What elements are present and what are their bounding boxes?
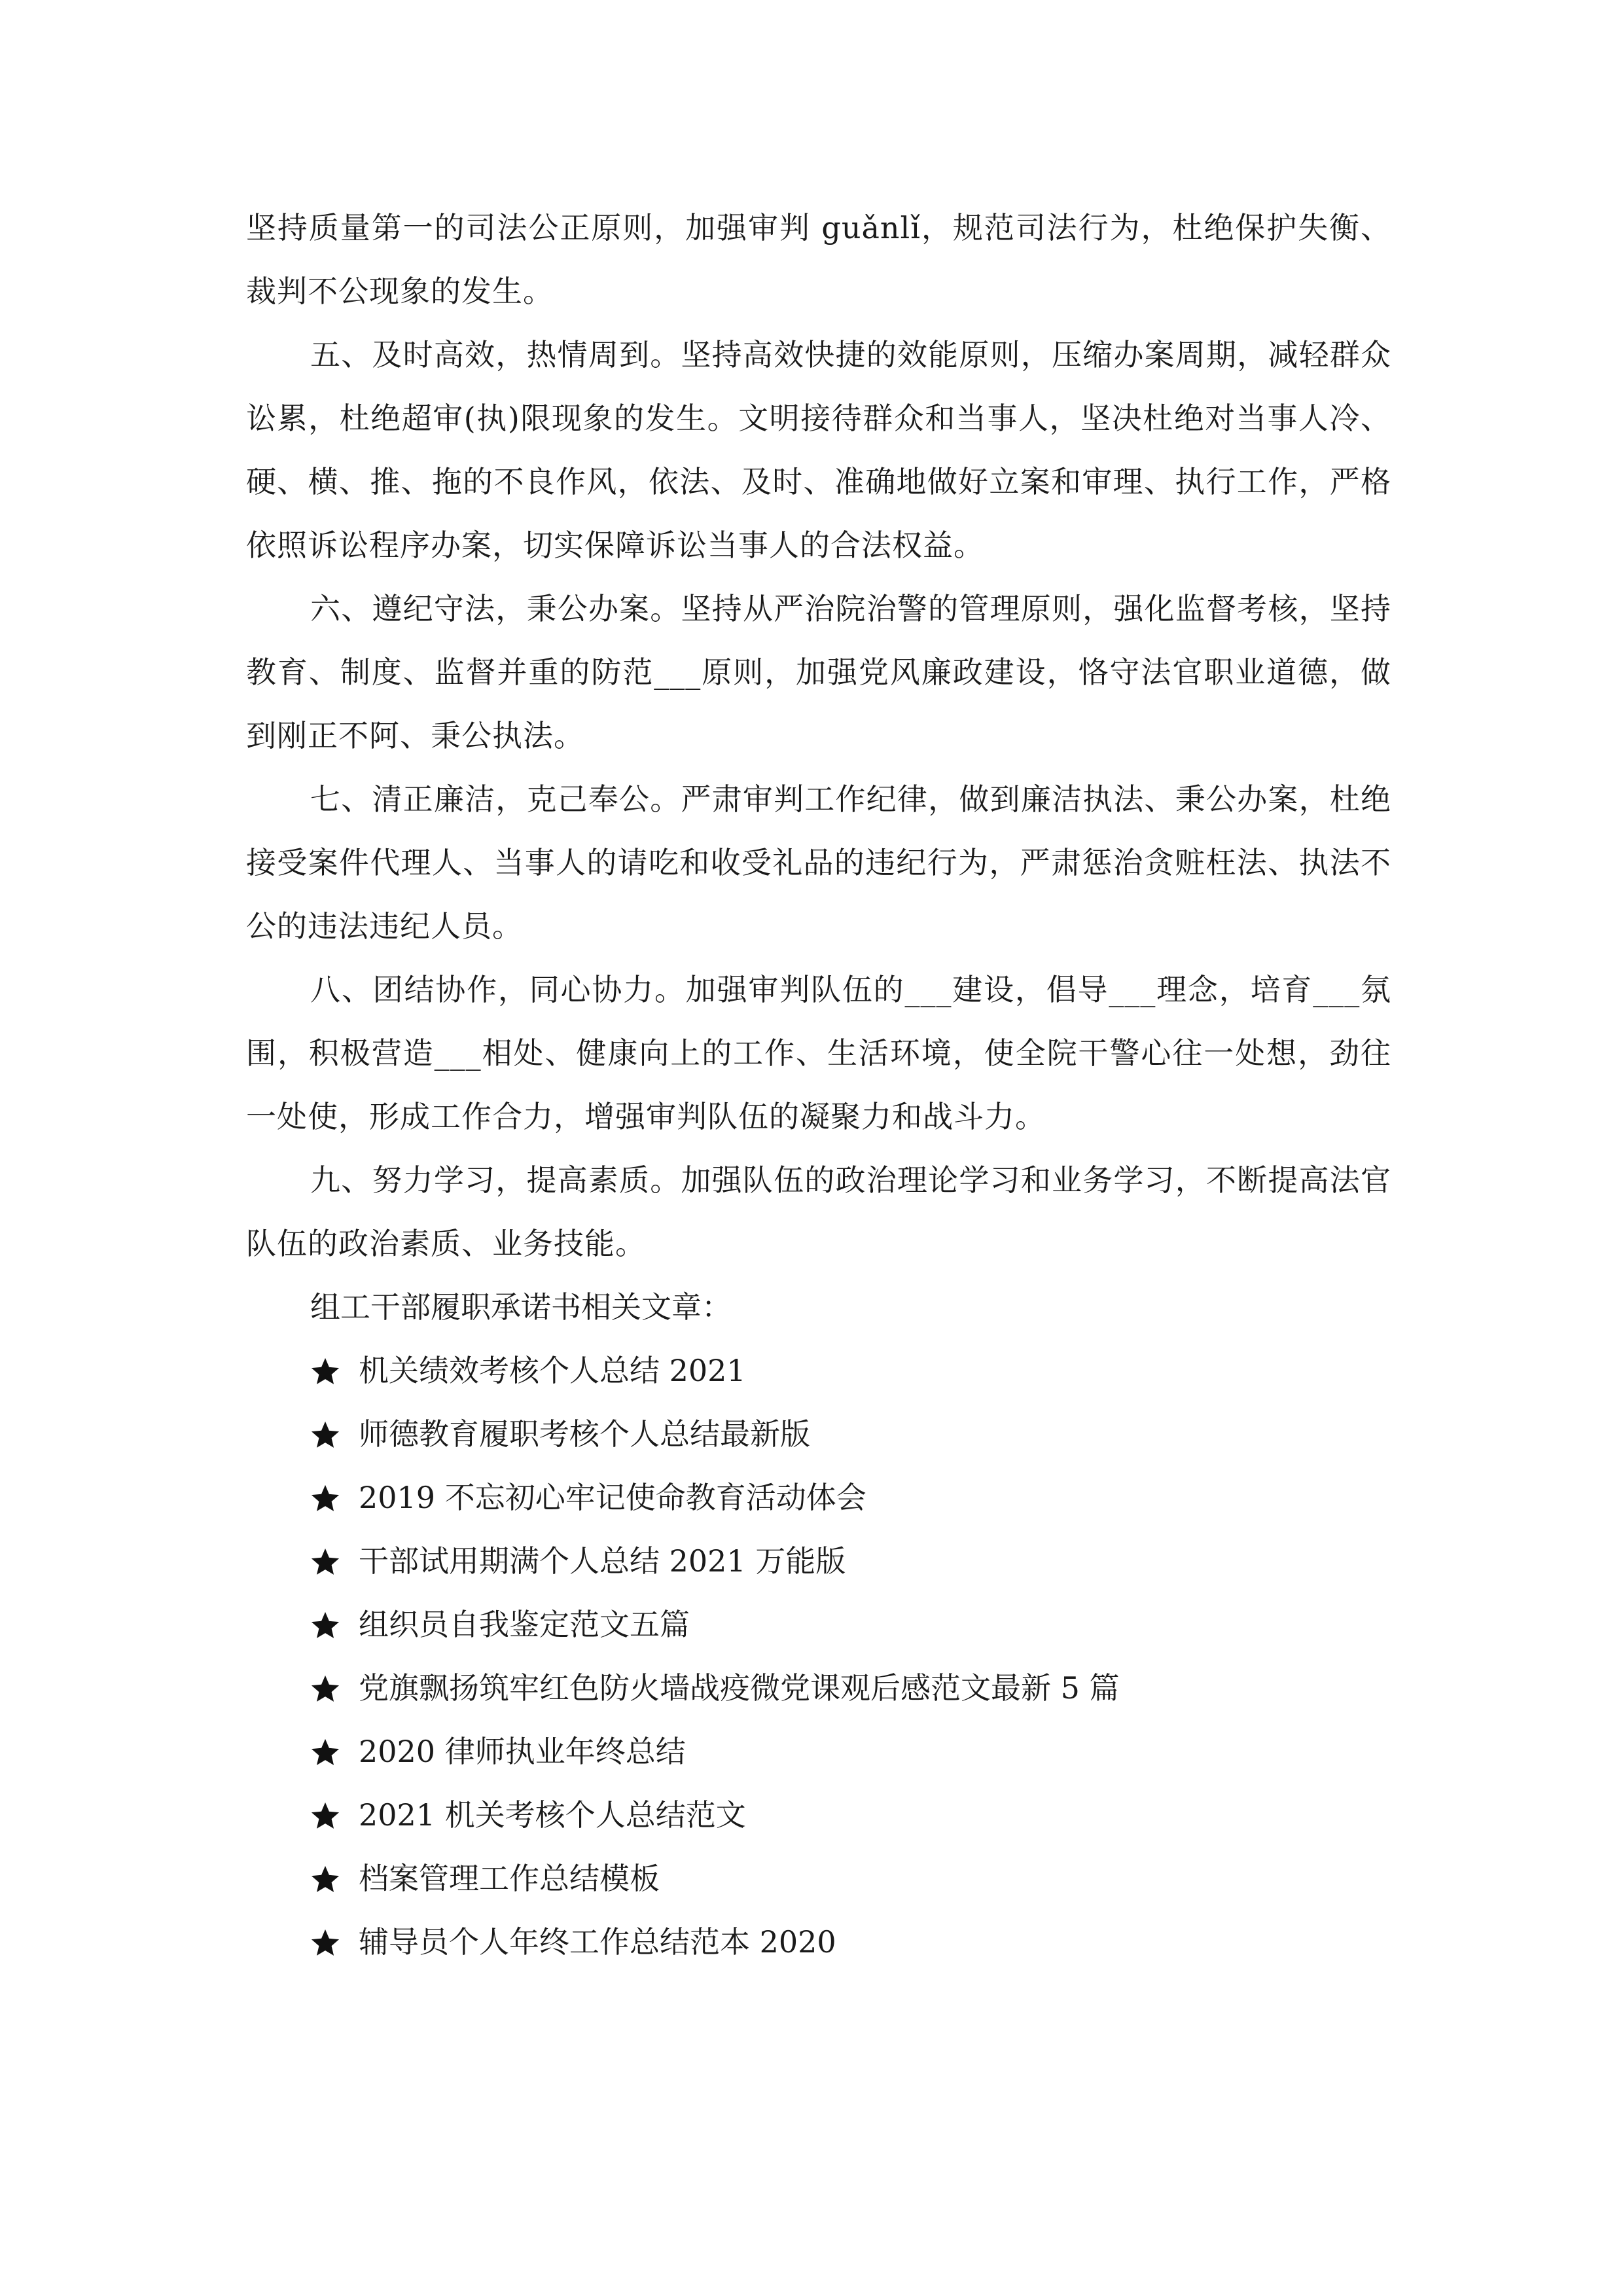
related-article-link[interactable]: 2021 机关考核个人总结范文	[359, 1797, 746, 1833]
paragraph-section-5: 五、及时高效，热情周到。坚持高效快捷的效能原则，压缩办案周期，减轻群众讼累，杜绝超审(执)限现象的发生。文明接待群众和当事人，坚决杜绝对当事人冷、硬、横、推、拖的不良作风，依法、及时、准确地做好立案和审理、执行工作，严格依照诉讼程序办案，切实保障诉讼当事人的合法权益。	[246, 337, 1391, 563]
star-icon	[310, 1483, 340, 1513]
star-icon	[310, 1674, 340, 1704]
paragraph-section-8: 八、团结协作，同心协力。加强审判队伍的___建设，倡导___理念，培育___氛围，积极营造___相处、健康向上的工作、生活环境，使全院干警心往一处想，劲往一处使，形成工作合力，增强审判队伍的凝聚力和战斗力。	[246, 972, 1391, 1134]
star-icon	[310, 1737, 340, 1767]
list-item[interactable]	[246, 1910, 1391, 1974]
paragraph-section-9: 九、努力学习，提高素质。加强队伍的政治理论学习和业务学习，不断提高法官队伍的政治素质、业务技能。	[246, 1162, 1391, 1261]
list-item[interactable]	[246, 1403, 1391, 1466]
list-item[interactable]	[246, 1657, 1391, 1720]
related-article-link[interactable]: 机关绩效考核个人总结 2021	[359, 1353, 746, 1388]
related-article-link[interactable]: 师德教育履职考核个人总结最新版	[359, 1416, 810, 1452]
related-article-link[interactable]: 2020 律师执业年终总结	[359, 1734, 686, 1769]
related-articles-list	[246, 1339, 1391, 1974]
star-icon	[310, 1420, 340, 1450]
star-icon	[310, 1356, 340, 1386]
star-icon	[310, 1610, 340, 1640]
list-item[interactable]	[246, 1847, 1391, 1910]
star-icon	[310, 1928, 340, 1958]
related-articles-heading: 组工干部履职承诺书相关文章：	[310, 1289, 732, 1325]
document-body	[246, 196, 1391, 1974]
related-article-link[interactable]: 2019 不忘初心牢记使命教育活动体会	[359, 1480, 866, 1515]
related-article-link[interactable]: 党旗飘扬筑牢红色防火墙战疫微党课观后感范文最新 5 篇	[359, 1670, 1120, 1706]
related-article-link[interactable]: 组织员自我鉴定范文五篇	[359, 1607, 690, 1642]
list-item[interactable]	[246, 1530, 1391, 1593]
list-item[interactable]	[246, 1593, 1391, 1657]
list-item[interactable]	[246, 1339, 1391, 1403]
paragraph-continuation: 坚持质量第一的司法公正原则，加强审判 guǎnlǐ，规范司法行为，杜绝保护失衡、裁判不公现象的发生。	[246, 210, 1391, 309]
related-article-link[interactable]: 档案管理工作总结模板	[359, 1861, 660, 1896]
paragraph-section-6: 六、遵纪守法，秉公办案。坚持从严治院治警的管理原则，强化监督考核，坚持教育、制度、监督并重的防范___原则，加强党风廉政建设，恪守法官职业道德，做到刚正不阿、秉公执法。	[246, 591, 1391, 753]
star-icon	[310, 1864, 340, 1894]
star-icon	[310, 1801, 340, 1831]
related-article-link[interactable]: 干部试用期满个人总结 2021 万能版	[359, 1543, 846, 1579]
related-article-link[interactable]: 辅导员个人年终工作总结范本 2020	[359, 1924, 836, 1960]
list-item[interactable]	[246, 1784, 1391, 1847]
list-item[interactable]	[246, 1466, 1391, 1530]
list-item[interactable]	[246, 1720, 1391, 1784]
star-icon	[310, 1547, 340, 1577]
paragraph-section-7: 七、清正廉洁，克己奉公。严肃审判工作纪律，做到廉洁执法、秉公办案，杜绝接受案件代理人、当事人的请吃和收受礼品的违纪行为，严肃惩治贪赃枉法、执法不公的违法违纪人员。	[246, 781, 1391, 944]
